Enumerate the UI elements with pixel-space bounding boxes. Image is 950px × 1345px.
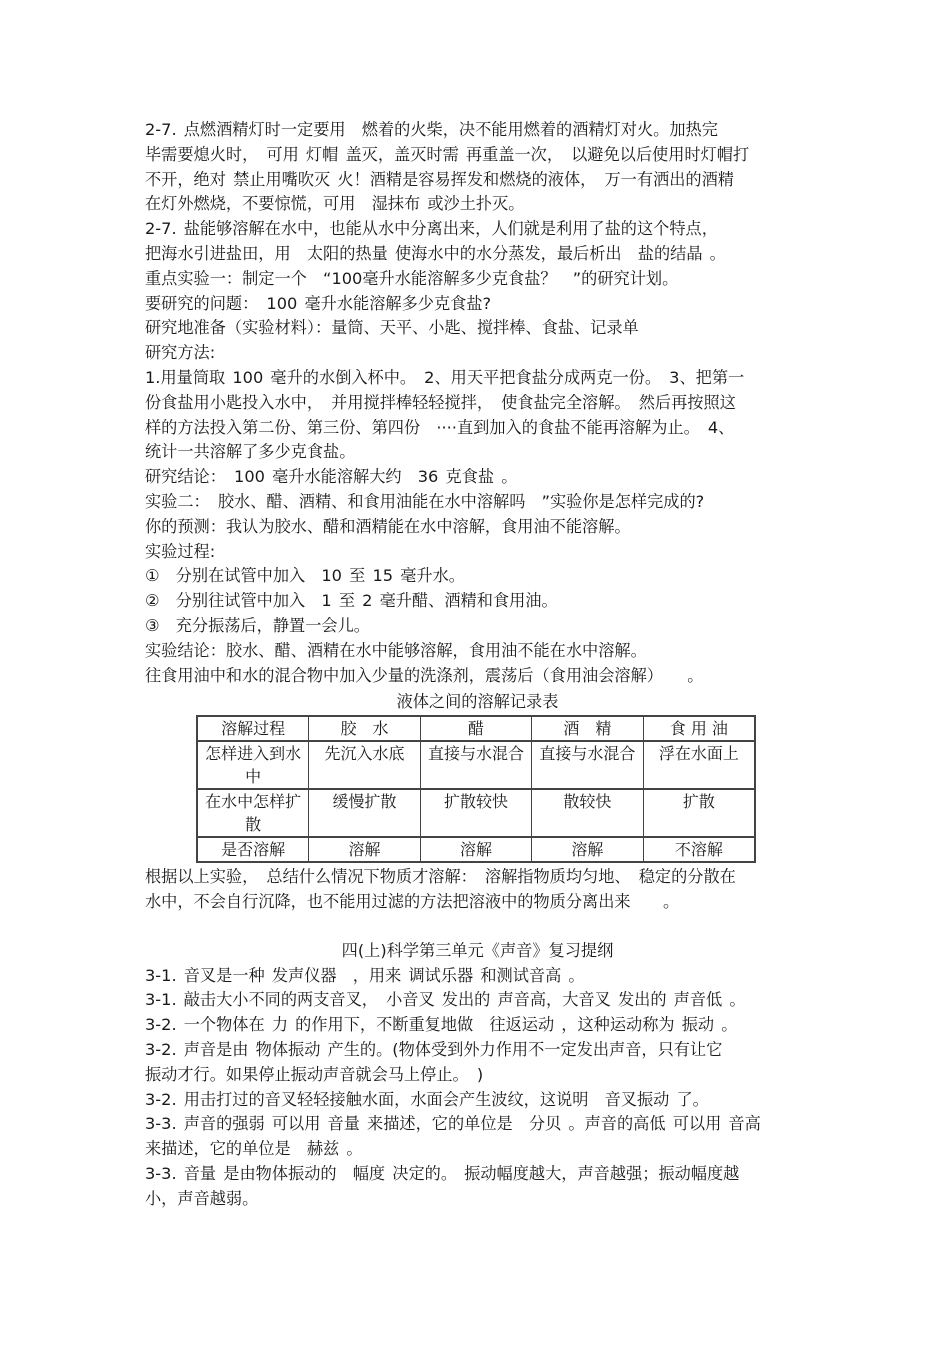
table-cell: 怎样进入到水中 xyxy=(197,741,309,789)
table-cell: 溶解 xyxy=(420,837,531,862)
text-line: 你的预测：我认为胶水、醋和酒精能在水中溶解，食用油不能溶解。 xyxy=(145,516,631,536)
section-gap xyxy=(145,915,810,939)
text-line: 实验过程: xyxy=(145,541,216,561)
table-cell: 胶 水 xyxy=(309,716,421,741)
text-line: 3-3. 声音的强弱 可以用 音量 来描述，它的单位是 分贝 。声音的高低 可以用 音高 xyxy=(145,1114,761,1134)
text-line: 往食用油中和水的混合物中加入少量的洗涤剂，震荡后（食用油会溶解） 。 xyxy=(145,665,704,685)
text-line: ③ 充分振荡后，静置一会儿。 xyxy=(145,615,370,635)
table-cell: 溶解 xyxy=(309,837,421,862)
table-cell: 溶解 xyxy=(532,837,644,862)
text-line: 3-2. 声音是由 物体振动 产生的。(物体受到外力作用不一定发出声音，只有让它 xyxy=(145,1039,723,1059)
table-row xyxy=(197,741,755,789)
text-line: 实验结论：胶水、醋、酒精在水中能够溶解，食用油不能在水中溶解。 xyxy=(145,640,647,660)
text-line: 研究方法: xyxy=(145,343,216,363)
section-title: 四(上)科学第三单元《声音》复习提纲 xyxy=(341,940,614,960)
text-line: 要研究的问题： 100 毫升水能溶解多少克食盐? xyxy=(145,293,492,313)
table-cell: 扩散 xyxy=(643,789,755,837)
text-line: 2-7. 点燃酒精灯时一定要用 燃着的火柴，决不能用燃着的酒精灯对火。加热完 xyxy=(145,120,718,139)
text-line: 3-2. 一个物体在 力 的作用下，不断重复地做 往返运动 ，这种运动称为 振动 。 xyxy=(145,1015,738,1035)
table-cell: 散较快 xyxy=(532,789,644,837)
table-cell: 先沉入水底 xyxy=(309,741,421,789)
text-line: 样的方法投入第二份、第三份、第四份 ····直到加入的食盐不能再溶解为止。 4、 xyxy=(145,417,735,437)
text-line: 3-3. 音量 是由物体振动的 幅度 决定的。 振动幅度越大，声音越强；振动幅度越 xyxy=(145,1163,740,1183)
table-cell: 浮在水面上 xyxy=(643,741,755,789)
table-cell: 食 用 油 xyxy=(643,716,755,741)
document-content xyxy=(145,118,810,1211)
text-line: 把海水引进盐田，用 太阳的热量 使海水中的水分蒸发，最后析出 盐的结晶 。 xyxy=(145,243,726,263)
table-cell: 在水中怎样扩散 xyxy=(197,789,309,837)
table-cell: 直接与水混合 xyxy=(532,741,644,789)
text-line: 水中，不会自行沉降，也不能用过滤的方法把溶液中的物质分离出来 。 xyxy=(145,891,680,911)
table-row xyxy=(197,789,755,837)
table-title: 液体之间的溶解记录表 xyxy=(396,692,559,712)
text-line: 来描述，它的单位是 赫兹 。 xyxy=(145,1139,363,1159)
table-row xyxy=(197,837,755,862)
text-line: 2-7. 盐能够溶解在水中，也能从水中分离出来，人们就是利用了盐的这个特点， xyxy=(145,219,718,239)
table-cell: 溶解过程 xyxy=(197,716,309,741)
text-line: 份食盐用小匙投入水中， 并用搅拌棒轻轻搅拌， 使食盐完全溶解。 然后再按照这 xyxy=(145,392,736,412)
text-line: 研究地准备（实验材料）：量筒、天平、小匙、搅拌棒、食盐、记录单 xyxy=(145,318,639,338)
table-cell: 醋 xyxy=(420,716,531,741)
text-line: 实验二： 胶水、醋、酒精、和食用油能在水中溶解吗 ”实验你是怎样完成的? xyxy=(145,491,705,511)
notes-section-2 xyxy=(145,118,810,688)
notes-section-3 xyxy=(145,939,810,1212)
text-line: ① 分别在试管中加入 10 至 15 毫升水。 xyxy=(145,566,465,586)
text-line: 不开，绝对 禁止用嘴吹灭 火！酒精是容易挥发和燃烧的液体， 万一有洒出的酒精 xyxy=(145,169,734,189)
text-line: 重点实验一：制定一个 “100毫升水能溶解多少克食盐？ ”的研究计划。 xyxy=(145,268,679,288)
text-line: 3-1. 敲击大小不同的两支音叉， 小音叉 发出的 声音高，大音叉 发出的 声音低 。 xyxy=(145,990,746,1010)
conclusion-section xyxy=(145,865,810,915)
text-line: 根据以上实验， 总结什么情况下物质才溶解： 溶解指物质均匀地、 稳定的分散在 xyxy=(145,867,736,887)
table-cell: 缓慢扩散 xyxy=(309,789,421,837)
dissolve-record-table-section xyxy=(145,690,810,863)
text-line: 毕需要熄火时， 可用 灯帽 盖灭，盖灭时需 再重盖一次， 以避免以后使用时灯帽打 xyxy=(145,144,750,164)
text-line: ② 分别往试管中加入 1 至 2 毫升醋、酒精和食用油。 xyxy=(145,591,558,611)
text-line: 研究结论： 100 毫升水能溶解大约 36 克食盐 。 xyxy=(145,467,518,487)
text-line: 在灯外燃烧，不要惊慌，可用 湿抹布 或沙土扑灭。 xyxy=(145,194,525,214)
text-line: 3-2. 用击打过的音叉轻轻接触水面，水面会产生波纹，这说明 音叉振动 了。 xyxy=(145,1089,709,1109)
text-line: 3-1. 音叉是一种 发声仪器 ，用来 调试乐器 和测试音高 。 xyxy=(145,965,585,985)
table-cell: 扩散较快 xyxy=(420,789,531,837)
text-line: 小，声音越弱。 xyxy=(145,1188,259,1208)
dissolve-record-table xyxy=(196,715,756,863)
text-line: 1.用量筒取 100 毫升的水倒入杯中。 2、用天平把食盐分成两克一份。 3、把第一 xyxy=(145,367,745,387)
text-line: 振动才行。如果停止振动声音就会马上停止。 ) xyxy=(145,1064,484,1084)
table-cell: 不溶解 xyxy=(643,837,755,862)
table-cell: 直接与水混合 xyxy=(420,741,531,789)
text-line: 统计一共溶解了多少克食盐。 xyxy=(145,442,356,462)
table-cell: 酒 精 xyxy=(532,716,644,741)
table-cell: 是否溶解 xyxy=(197,837,309,862)
table-row xyxy=(197,716,755,741)
